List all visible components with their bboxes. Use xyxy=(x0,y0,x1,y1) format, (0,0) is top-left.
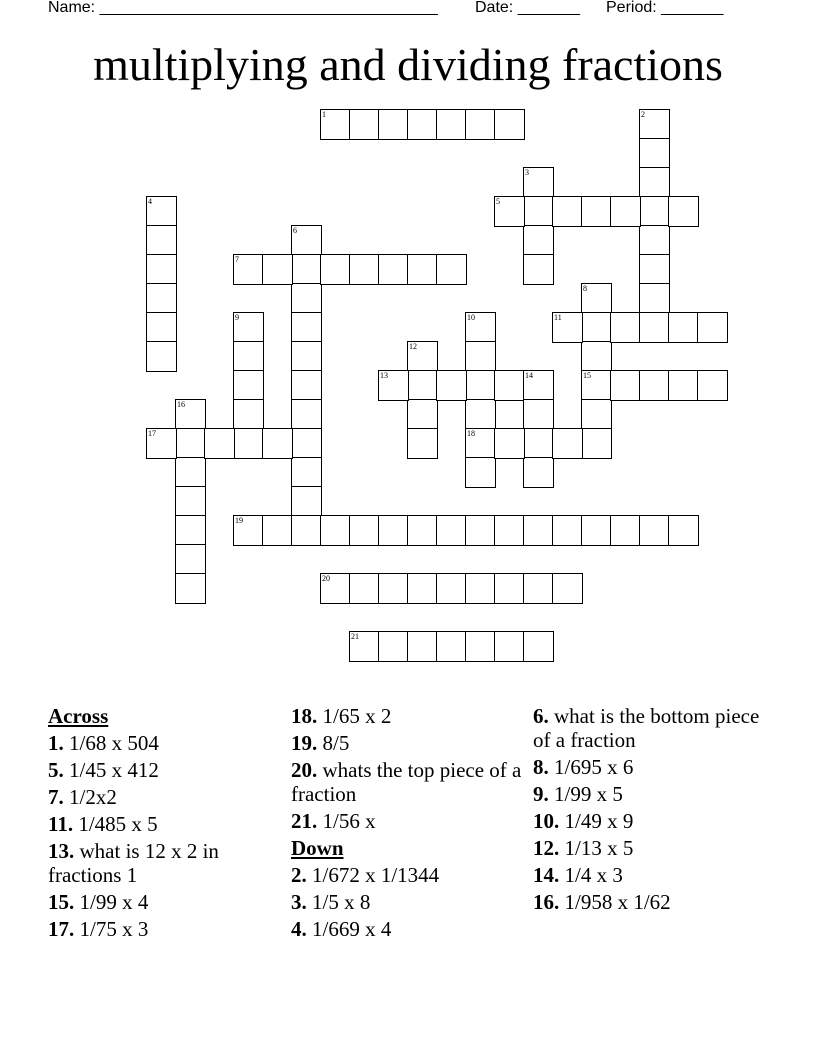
crossword-cell[interactable] xyxy=(146,341,177,372)
crossword-cell[interactable] xyxy=(146,196,177,227)
crossword-cell[interactable] xyxy=(436,370,467,401)
crossword-cell[interactable] xyxy=(465,312,496,343)
crossword-cell[interactable] xyxy=(349,254,380,285)
crossword-cell[interactable] xyxy=(639,225,670,256)
crossword-cell[interactable] xyxy=(262,254,293,285)
clue-number-label: 6 xyxy=(293,226,297,235)
crossword-cell[interactable] xyxy=(175,457,206,488)
crossword-cell[interactable] xyxy=(697,370,728,401)
crossword-cell[interactable] xyxy=(378,573,409,604)
clue-column-1 xyxy=(48,704,284,944)
crossword-cell[interactable] xyxy=(552,428,583,459)
clue-number-label: 7 xyxy=(235,255,239,264)
crossword-cell[interactable] xyxy=(552,573,583,604)
clue-number-label: 13 xyxy=(380,371,388,380)
crossword-cell[interactable] xyxy=(523,254,554,285)
across-heading: Across xyxy=(48,704,109,728)
crossword-cell[interactable] xyxy=(175,428,206,459)
crossword-cell[interactable] xyxy=(668,370,699,401)
clue-number-label: 2 xyxy=(641,110,645,119)
across-clue: 18. 1/65 x 2 xyxy=(291,704,392,728)
crossword-cell[interactable] xyxy=(523,399,554,430)
down-clue: 4. 1/669 x 4 xyxy=(291,917,392,941)
crossword-cell[interactable] xyxy=(610,196,641,227)
crossword-cell[interactable] xyxy=(233,341,264,372)
down-clue: 16. 1/958 x 1/62 xyxy=(533,890,671,914)
crossword-cell[interactable] xyxy=(407,573,438,604)
clue-number-label: 15 xyxy=(583,371,591,380)
down-clue: 10. 1/49 x 9 xyxy=(533,809,634,833)
crossword-cell[interactable] xyxy=(407,515,438,546)
across-clue: 1. 1/68 x 504 xyxy=(48,731,159,755)
crossword-cell[interactable] xyxy=(552,312,583,343)
crossword-cell[interactable] xyxy=(291,486,322,517)
crossword-cell[interactable] xyxy=(146,254,177,285)
crossword-cell[interactable] xyxy=(494,573,525,604)
clue-number-label: 10 xyxy=(467,313,475,322)
crossword-cell[interactable] xyxy=(581,283,612,314)
clue-column-3 xyxy=(533,704,769,917)
crossword-cell[interactable] xyxy=(146,428,177,459)
crossword-cell[interactable] xyxy=(668,312,699,343)
down-clue: 8. 1/695 x 6 xyxy=(533,755,634,779)
clue-number-label: 19 xyxy=(235,516,243,525)
crossword-cell[interactable] xyxy=(407,254,438,285)
crossword-cell[interactable] xyxy=(668,515,699,546)
across-clue: 13. what is 12 x 2 in fractions 1 xyxy=(48,839,219,887)
crossword-cell[interactable] xyxy=(291,457,322,488)
crossword-cell[interactable] xyxy=(436,573,467,604)
crossword-cell[interactable] xyxy=(436,515,467,546)
crossword-cell[interactable] xyxy=(465,631,496,662)
clue-number-label: 9 xyxy=(235,313,239,322)
crossword-cell[interactable] xyxy=(349,515,380,546)
crossword-cell[interactable] xyxy=(349,631,380,662)
crossword-cell[interactable] xyxy=(465,515,496,546)
crossword-cell[interactable] xyxy=(494,428,525,459)
crossword-cell[interactable] xyxy=(233,515,264,546)
crossword-cell[interactable] xyxy=(233,312,264,343)
across-clue: 11. 1/485 x 5 xyxy=(48,812,158,836)
crossword-cell[interactable] xyxy=(146,225,177,256)
crossword-cell[interactable] xyxy=(291,283,322,314)
crossword-cell[interactable] xyxy=(378,631,409,662)
crossword-cell[interactable] xyxy=(291,312,322,343)
down-heading: Down xyxy=(291,836,344,860)
crossword-cell[interactable] xyxy=(320,254,351,285)
clue-number-label: 18 xyxy=(467,429,475,438)
crossword-cell[interactable] xyxy=(146,283,177,314)
crossword-cell[interactable] xyxy=(639,283,670,314)
clue-number-label: 12 xyxy=(409,342,417,351)
crossword-cell[interactable] xyxy=(494,631,525,662)
crossword-cell[interactable] xyxy=(523,196,554,227)
crossword-cell[interactable] xyxy=(291,428,322,459)
crossword-cell[interactable] xyxy=(523,457,554,488)
down-clue: 9. 1/99 x 5 xyxy=(533,782,623,806)
crossword-cell[interactable] xyxy=(378,254,409,285)
across-clue: 19. 8/5 xyxy=(291,731,350,755)
crossword-cell[interactable] xyxy=(639,196,670,227)
crossword-cell[interactable] xyxy=(204,428,235,459)
crossword-cell[interactable] xyxy=(465,370,496,401)
crossword-cell[interactable] xyxy=(436,109,467,140)
crossword-cell[interactable] xyxy=(581,515,612,546)
crossword-cell[interactable] xyxy=(523,225,554,256)
crossword-cell[interactable] xyxy=(378,370,409,401)
down-clue: 12. 1/13 x 5 xyxy=(533,836,634,860)
across-clue: 20. whats the top piece of a fraction xyxy=(291,758,522,806)
crossword-cell[interactable] xyxy=(639,138,670,169)
crossword-cell[interactable] xyxy=(494,515,525,546)
crossword-cell[interactable] xyxy=(262,428,293,459)
crossword-cell[interactable] xyxy=(523,167,554,198)
across-clue: 7. 1/2x2 xyxy=(48,785,117,809)
crossword-cell[interactable] xyxy=(262,515,293,546)
crossword-cell[interactable] xyxy=(494,109,525,140)
across-clue: 15. 1/99 x 4 xyxy=(48,890,149,914)
clue-number-label: 1 xyxy=(322,110,326,119)
crossword-cell[interactable] xyxy=(407,341,438,372)
down-clue: 6. what is the bottom piece of a fraction xyxy=(533,704,760,752)
crossword-cell[interactable] xyxy=(465,457,496,488)
crossword-cell[interactable] xyxy=(436,631,467,662)
crossword-cell[interactable] xyxy=(465,399,496,430)
crossword-cell[interactable] xyxy=(291,254,322,285)
crossword-cell[interactable] xyxy=(639,167,670,198)
clue-number-label: 8 xyxy=(583,284,587,293)
crossword-cell[interactable] xyxy=(465,341,496,372)
crossword-cell[interactable] xyxy=(349,109,380,140)
clue-number-label: 14 xyxy=(525,371,533,380)
clue-number-label: 3 xyxy=(525,168,529,177)
crossword-cell[interactable] xyxy=(523,631,554,662)
crossword-cell[interactable] xyxy=(233,254,264,285)
crossword-cell[interactable] xyxy=(291,225,322,256)
crossword-cell[interactable] xyxy=(407,109,438,140)
crossword-cell[interactable] xyxy=(175,399,206,430)
crossword-cell[interactable] xyxy=(494,196,525,227)
crossword-cell[interactable] xyxy=(581,341,612,372)
crossword-cell[interactable] xyxy=(378,109,409,140)
crossword-cell[interactable] xyxy=(378,515,409,546)
clue-number-label: 4 xyxy=(148,197,152,206)
across-clue: 5. 1/45 x 412 xyxy=(48,758,159,782)
crossword-cell[interactable] xyxy=(465,428,496,459)
crossword-cell[interactable] xyxy=(233,428,264,459)
down-clue: 3. 1/5 x 8 xyxy=(291,890,371,914)
clue-number-label: 16 xyxy=(177,400,185,409)
across-clue: 21. 1/56 x xyxy=(291,809,376,833)
name-field[interactable]: Name: ______________________________________ xyxy=(48,0,438,16)
crossword-cell[interactable] xyxy=(581,370,612,401)
crossword-cell[interactable] xyxy=(610,370,641,401)
crossword-cell[interactable] xyxy=(175,573,206,604)
crossword-cell[interactable] xyxy=(320,515,351,546)
crossword-cell[interactable] xyxy=(668,196,699,227)
clue-number-label: 11 xyxy=(554,313,562,322)
date-field[interactable]: Date: _______ xyxy=(475,0,580,16)
crossword-cell[interactable] xyxy=(639,312,670,343)
crossword-cell[interactable] xyxy=(581,312,612,343)
crossword-cell[interactable] xyxy=(320,109,351,140)
crossword-cell[interactable] xyxy=(523,428,554,459)
crossword-cell[interactable] xyxy=(175,544,206,575)
crossword-cell[interactable] xyxy=(639,515,670,546)
crossword-cell[interactable] xyxy=(407,399,438,430)
crossword-cell[interactable] xyxy=(320,573,351,604)
page-title: multiplying and dividing fractions xyxy=(93,39,723,90)
crossword-cell[interactable] xyxy=(407,428,438,459)
crossword-cell[interactable] xyxy=(175,515,206,546)
crossword-cell[interactable] xyxy=(233,370,264,401)
crossword-cell[interactable] xyxy=(233,399,264,430)
clue-number-label: 5 xyxy=(496,197,500,206)
crossword-cell[interactable] xyxy=(581,399,612,430)
crossword-cell[interactable] xyxy=(697,312,728,343)
crossword-cell[interactable] xyxy=(291,341,322,372)
down-clue: 14. 1/4 x 3 xyxy=(533,863,623,887)
crossword-cell[interactable] xyxy=(436,254,467,285)
crossword-cell[interactable] xyxy=(552,196,583,227)
crossword-cell[interactable] xyxy=(465,573,496,604)
crossword-cell[interactable] xyxy=(465,109,496,140)
crossword-cell[interactable] xyxy=(291,399,322,430)
crossword-cell[interactable] xyxy=(494,370,525,401)
crossword-cell[interactable] xyxy=(291,370,322,401)
across-clue: 17. 1/75 x 3 xyxy=(48,917,149,941)
crossword-cell[interactable] xyxy=(291,515,322,546)
clue-number-label: 17 xyxy=(148,429,156,438)
crossword-cell[interactable] xyxy=(523,515,554,546)
crossword-cell[interactable] xyxy=(610,515,641,546)
crossword-cell[interactable] xyxy=(610,312,641,343)
period-field[interactable]: Period: _______ xyxy=(606,0,724,16)
crossword-cell[interactable] xyxy=(349,573,380,604)
crossword-cell[interactable] xyxy=(523,573,554,604)
crossword-cell[interactable] xyxy=(552,515,583,546)
crossword-cell[interactable] xyxy=(639,370,670,401)
crossword-cell[interactable] xyxy=(639,254,670,285)
down-clue: 2. 1/672 x 1/1344 xyxy=(291,863,440,887)
crossword-cell[interactable] xyxy=(175,486,206,517)
crossword-cell[interactable] xyxy=(523,370,554,401)
crossword-cell[interactable] xyxy=(407,631,438,662)
clue-number-label: 20 xyxy=(322,574,330,583)
crossword-cell[interactable] xyxy=(581,196,612,227)
crossword-cell[interactable] xyxy=(581,428,612,459)
crossword-cell[interactable] xyxy=(407,370,438,401)
clue-column-2 xyxy=(291,704,527,944)
clue-number-label: 21 xyxy=(351,632,359,641)
crossword-cell[interactable] xyxy=(146,312,177,343)
crossword-cell[interactable] xyxy=(639,109,670,140)
